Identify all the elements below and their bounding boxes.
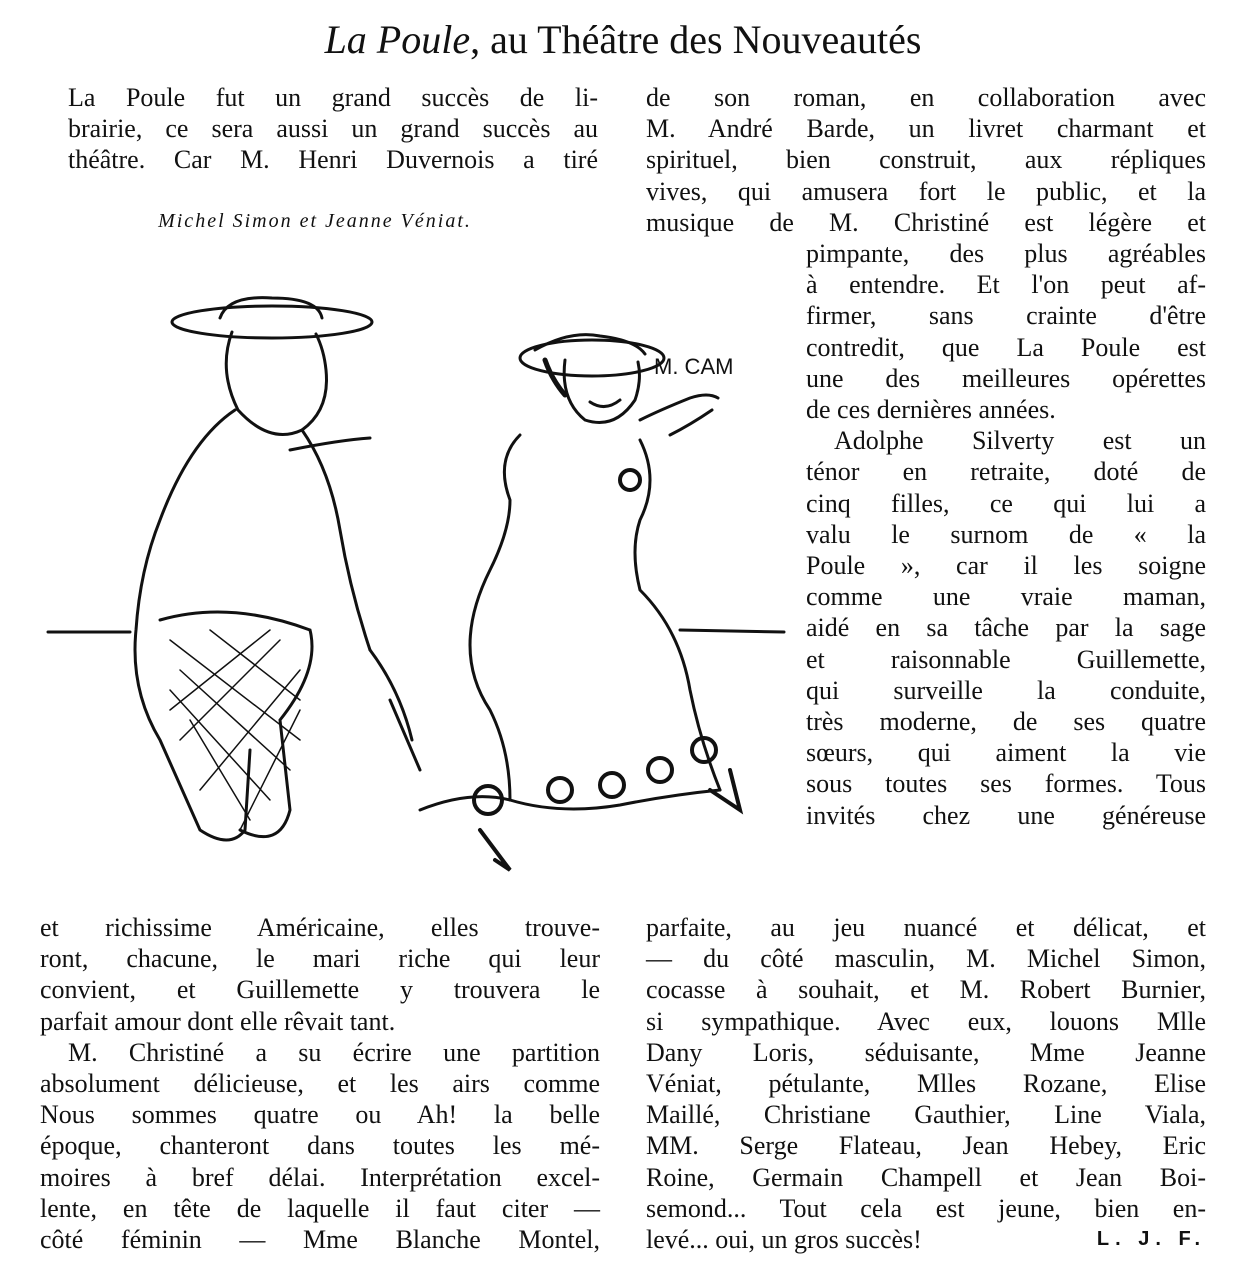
bottom-right-line: Roine, Germain Champell et Jean Boi-: [646, 1162, 1206, 1192]
col2-top-line: spirituel, bien construit, aux répliques: [646, 145, 1206, 175]
col2-top-line: vives, qui amusera fort le public, et la: [646, 176, 1206, 206]
col2-top-line: musique de M. Christiné est légère et: [646, 207, 1206, 237]
bottom-left-line: côté féminin — Mme Blanche Montel,: [40, 1225, 600, 1255]
col2-narrow-line: aidé en sa tâche par la sage: [806, 613, 1206, 643]
column-1-top: [68, 82, 598, 176]
bottom-left-line: M. Christiné a su écrire une partition: [68, 1037, 600, 1067]
col2-narrow-line: de ces dernières années.: [806, 395, 1056, 425]
bottom-right-line: si sympathique. Avec eux, louons Mlle: [646, 1006, 1206, 1036]
bottom-left-line: moires à bref délai. Interprétation excel-: [40, 1162, 600, 1192]
author-signature: L. J. F.: [1096, 1228, 1206, 1251]
bottom-left-line: absolument délicieuse, et les airs comme: [40, 1069, 600, 1099]
bottom-left-line: Nous sommes quatre ou Ah! la belle: [40, 1100, 600, 1130]
bottom-right-line: Véniat, pétulante, Mlles Rozane, Elise: [646, 1069, 1206, 1099]
illustration-caption: Michel Simon et Jeanne Véniat.: [158, 210, 472, 232]
column-bottom-left: [40, 912, 600, 1255]
col2-narrow-line: Poule », car il les soigne: [806, 551, 1206, 581]
bottom-right-line: cocasse à souhait, et M. Robert Burnier,: [646, 975, 1206, 1005]
title-italic: La Poule: [324, 17, 471, 62]
col1-top-line: La Poule fut un grand succès de li-: [68, 83, 598, 112]
col2-narrow-line: ténor en retraite, doté de: [806, 457, 1206, 487]
col2-narrow-line: sœurs, qui aiment la vie: [806, 738, 1206, 768]
col2-narrow-line: une des meilleures opérettes: [806, 363, 1206, 393]
bottom-left-line: convient, et Guillemette y trouvera le: [40, 975, 600, 1005]
col2-narrow-line: Adolphe Silverty est un: [834, 426, 1206, 456]
col2-narrow-line: valu le surnom de « la: [806, 519, 1206, 549]
artist-signature: M. CAM: [654, 354, 734, 379]
column-2-narrow: [806, 238, 1206, 831]
col2-narrow-line: firmer, sans crainte d'être: [806, 301, 1206, 331]
col2-narrow-line: qui surveille la conduite,: [806, 675, 1206, 705]
col2-narrow-line: contredit, que La Poule est: [806, 332, 1206, 362]
col2-narrow-line: et raisonnable Guillemette,: [806, 644, 1206, 674]
col2-narrow-line: comme une vraie maman,: [806, 582, 1206, 612]
bottom-right-line: levé... oui, un gros succès! L. J. F.: [646, 1225, 1206, 1255]
col2-narrow-line: cinq filles, ce qui lui a: [806, 488, 1206, 518]
col1-top-line: théâtre. Car M. Henri Duvernois a tiré: [68, 145, 598, 175]
col2-narrow-line: sous toutes ses formes. Tous: [806, 769, 1206, 799]
bottom-left-line: et richissime Américaine, elles trouve-: [40, 913, 600, 942]
bottom-left-line: époque, chanteront dans toutes les mé-: [40, 1131, 600, 1161]
col2-narrow-line: pimpante, des plus agréables: [806, 239, 1206, 268]
col2-narrow-line: invités chez une généreuse: [806, 800, 1206, 830]
col2-narrow-line: à entendre. Et l'on peut af-: [806, 270, 1206, 300]
bottom-left-line: ront, chacune, le mari riche qui leur: [40, 944, 600, 974]
bottom-left-line: lente, en tête de laquelle il faut citer —: [40, 1193, 600, 1223]
bottom-right-line: semond... Tout cela est jeune, bien en-: [646, 1193, 1206, 1223]
bottom-right-line: Dany Loris, séduisante, Mme Jeanne: [646, 1037, 1206, 1067]
title-rest: , au Théâtre des Nouveautés: [470, 17, 922, 62]
article-title: [0, 14, 1246, 66]
bottom-right-line: — du côté masculin, M. Michel Simon,: [646, 944, 1206, 974]
col2-narrow-line: très moderne, de ses quatre: [806, 707, 1206, 737]
column-bottom-right: [646, 912, 1206, 1255]
bottom-right-line: MM. Serge Flateau, Jean Hebey, Eric: [646, 1131, 1206, 1161]
col1-top-line: brairie, ce sera aussi un grand succès au: [68, 114, 598, 144]
column-2-top: [646, 82, 1206, 238]
bottom-left-line: parfait amour dont elle rêvait tant.: [40, 1006, 396, 1036]
caricature-illustration: [40, 270, 790, 880]
bottom-right-line: parfaite, au jeu nuancé et délicat, et: [646, 913, 1206, 942]
col2-top-line: de son roman, en collaboration avec: [646, 83, 1206, 112]
bottom-right-line: Maillé, Christiane Gauthier, Line Viala,: [646, 1100, 1206, 1130]
col2-top-line: M. André Barde, un livret charmant et: [646, 114, 1206, 144]
